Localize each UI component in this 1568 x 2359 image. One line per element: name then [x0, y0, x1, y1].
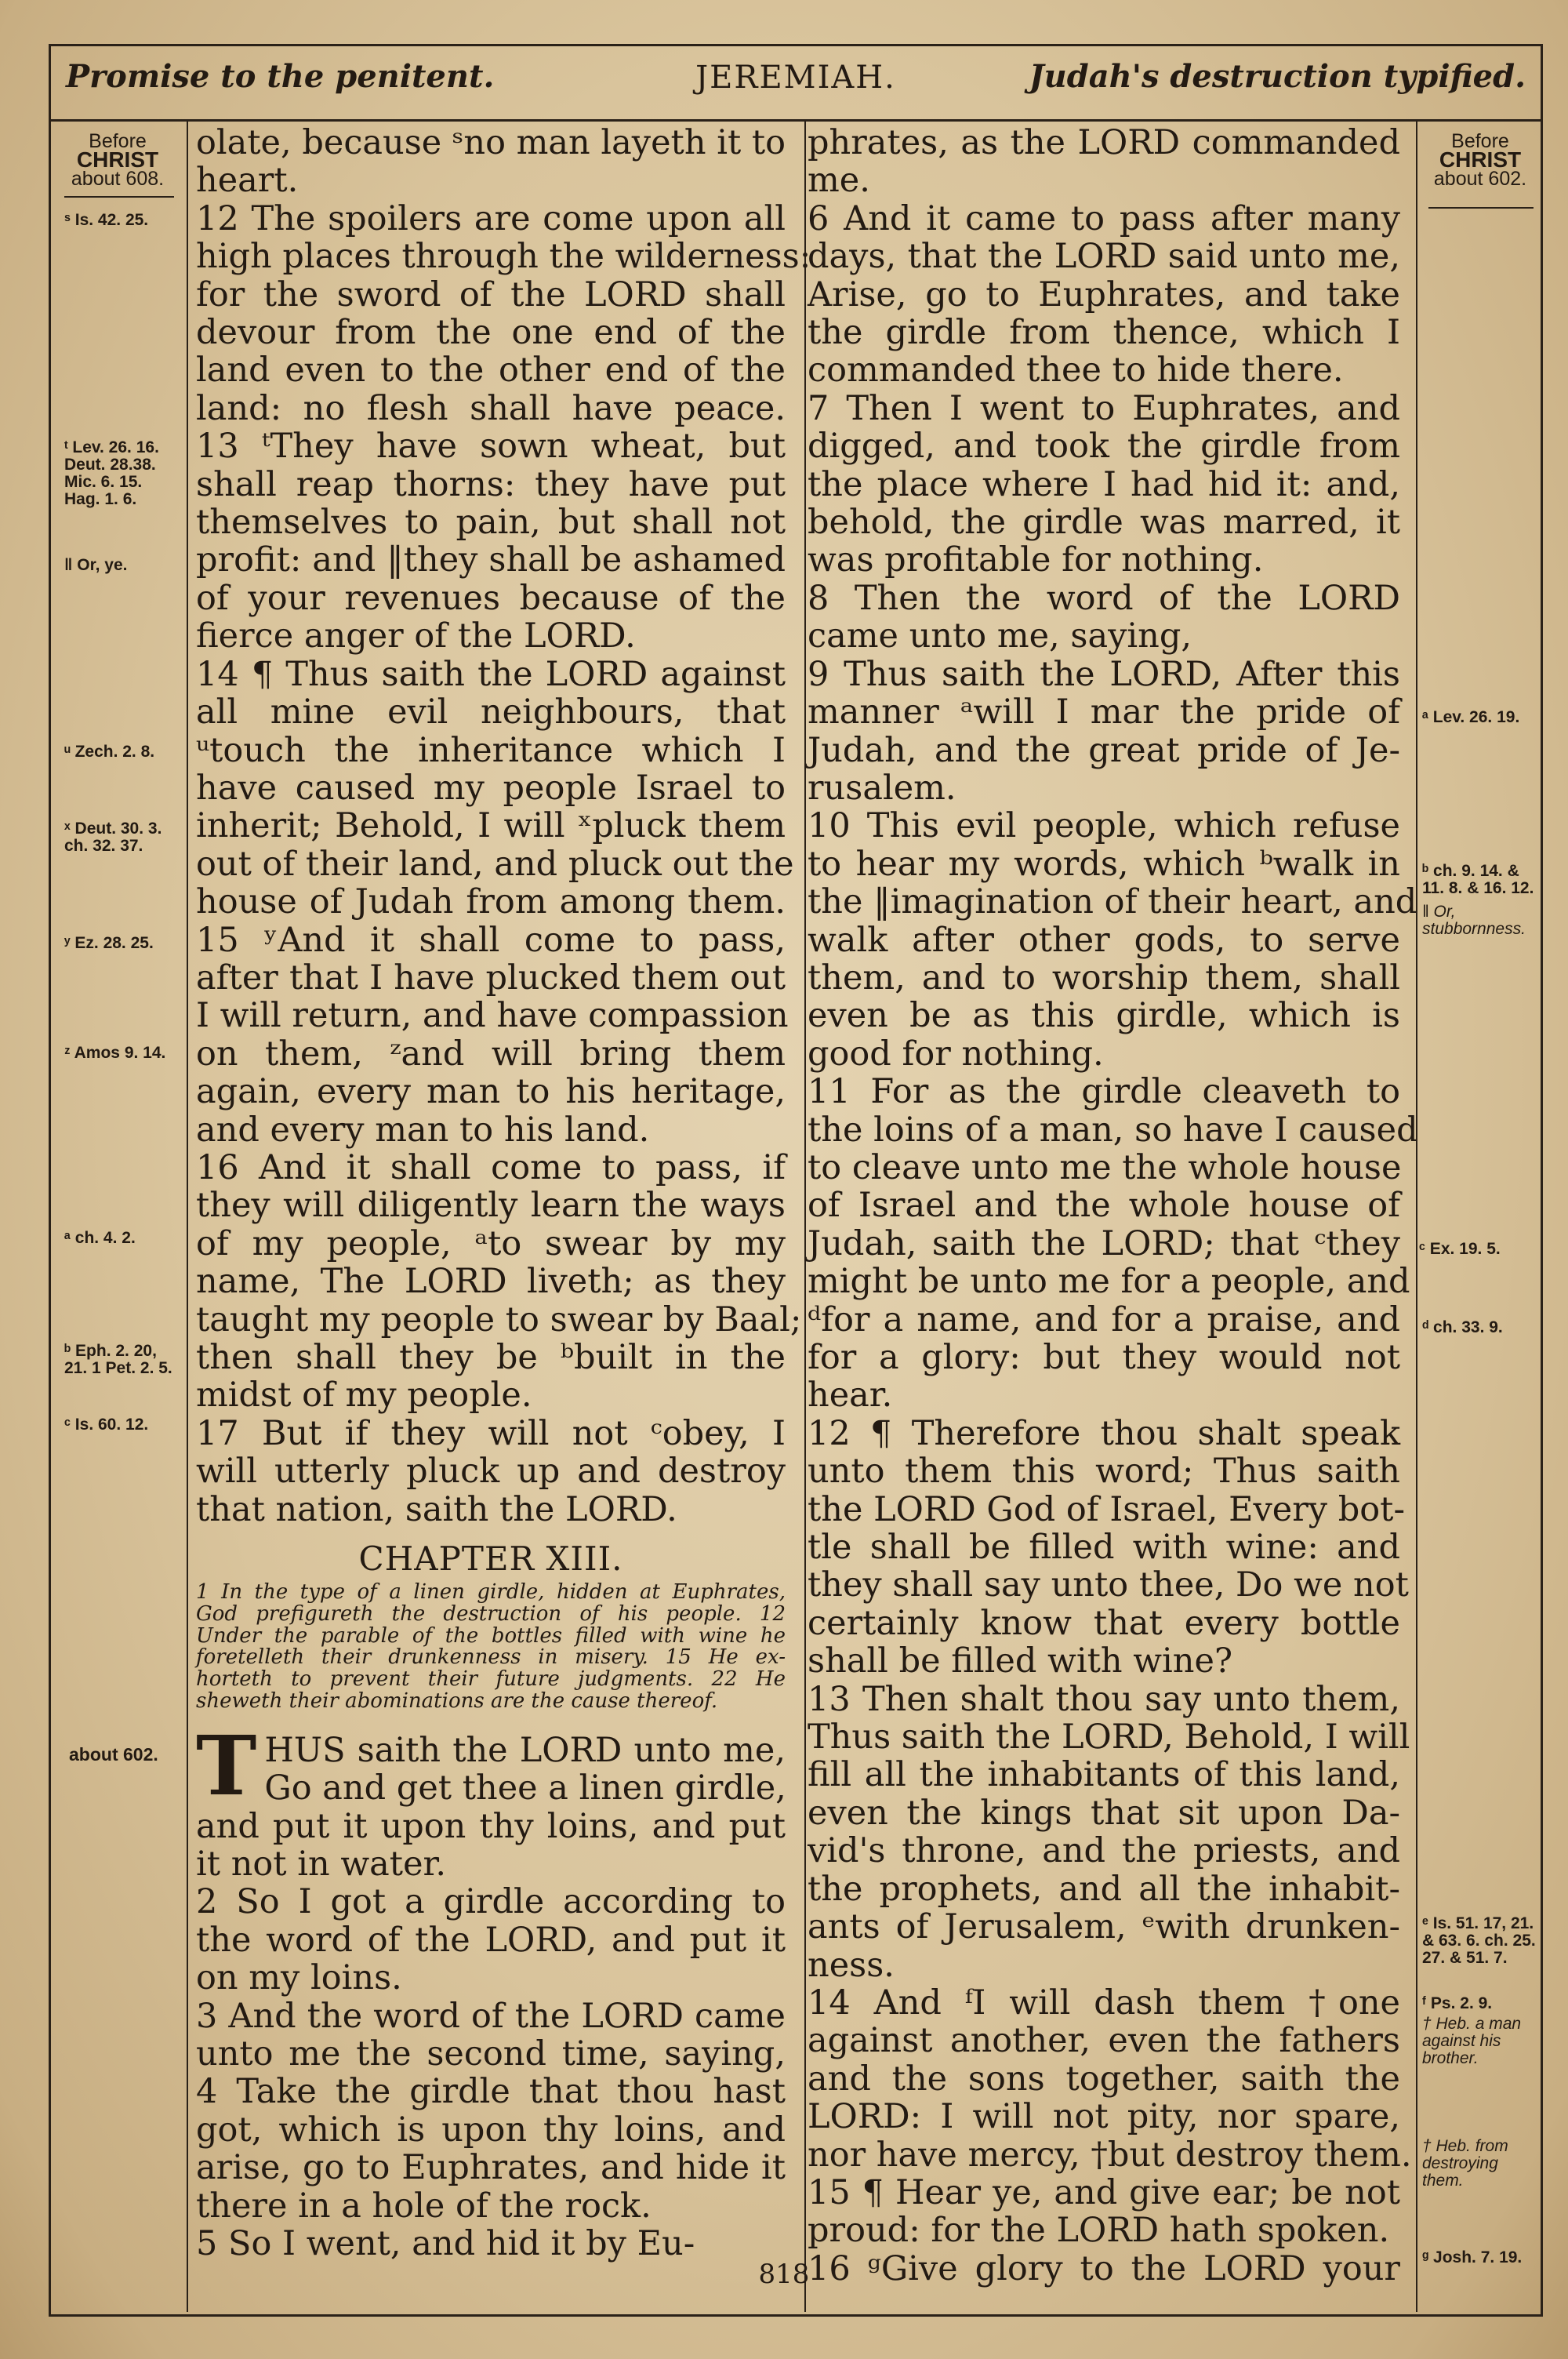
margin-note — [1422, 2016, 1540, 2067]
right-head-christ: CHRIST — [1439, 147, 1522, 172]
text-line: name, The LORD liveth; as they — [196, 1262, 786, 1302]
text-line: the ‖imagination of their heart, and — [808, 882, 1417, 922]
text-line: 15 ¶ Hear ye, and give ear; be not — [808, 2172, 1400, 2212]
drop-cap-lines — [196, 1717, 786, 1814]
margin-note: ˢ Is. 42. 25. — [64, 211, 149, 229]
right-head-before: Before — [1451, 130, 1509, 152]
text-line: ᵈfor a name, and for a praise, and — [808, 1299, 1400, 1339]
margin-date: about 602. — [69, 1744, 158, 1765]
running-header — [49, 44, 1543, 121]
header-left: Promise to the penitent. — [66, 58, 495, 95]
margin-note — [1422, 2138, 1540, 2190]
margin-note: ᶠ Ps. 2. 9. — [1422, 1994, 1493, 2012]
text-line: 10 This evil people, which refuse — [808, 806, 1400, 846]
text-line: olate, because ˢno man layeth it to — [196, 123, 786, 162]
text-line: the word of the LORD, and put it — [196, 1920, 786, 1960]
text-line: after that I have plucked them out — [196, 958, 786, 998]
text-line: Go and get thee a linen girdle, — [264, 1768, 786, 1808]
text-line: sheweth their abominations are the cause thereof. — [196, 1689, 718, 1714]
text-line: Arise, go to Euphrates, and take — [808, 274, 1400, 314]
text-line: 11 For as the girdle cleaveth to — [808, 1072, 1400, 1112]
text-line: against another, even the fathers — [808, 2021, 1400, 2061]
margin-note: ᵍ Josh. 7. 19. — [1422, 2248, 1523, 2266]
margin-note-italic: ‖ Or, stubbornness. — [1422, 903, 1526, 938]
text-line: the place where I had hid it: and, — [808, 464, 1400, 504]
left-head-date: about 608. — [71, 168, 165, 190]
right-text-column — [808, 123, 1418, 2288]
text-line: all mine evil neighbours, that — [196, 692, 786, 732]
text-line: of your revenues because of the — [196, 578, 786, 618]
text-line: again, every man to his heritage, — [196, 1072, 786, 1112]
text-line: 3 And the word of the LORD came — [196, 1996, 786, 2036]
text-line: will utterly pluck up and destroy — [196, 1452, 786, 1492]
margin-note: ᵘ Zech. 2. 8. — [64, 743, 155, 761]
margin-note: ᵃ ch. 4. 2. — [64, 1229, 136, 1247]
text-line: the prophets, and all the inhabit- — [808, 1869, 1400, 1909]
margin-note-italic: † Heb. a man against his brother. — [1422, 2015, 1522, 2067]
text-line: themselves to pain, but shall not — [196, 503, 786, 543]
text-line: nor have mercy, †but destroy them. — [808, 2135, 1412, 2175]
text-line: of Israel and the whole house of — [808, 1186, 1400, 1226]
text-line: and put it upon thy loins, and put — [196, 1806, 786, 1846]
text-line: the loins of a man, so have I caused — [808, 1110, 1418, 1150]
text-line: 16 And it shall come to pass, if — [196, 1147, 786, 1187]
header-right: Judah's destruction typified. — [1029, 58, 1526, 95]
verses-jer-13 — [196, 1808, 786, 2263]
text-line: land: no flesh shall have peace. — [196, 388, 786, 428]
page-number: 818 — [758, 2259, 810, 2290]
verses-jer-13-cont — [808, 123, 1418, 2288]
text-line: days, that the LORD said unto me, — [808, 237, 1400, 277]
text-line: high places through the wilderness: — [196, 237, 811, 277]
text-line: unto them this word; Thus saith — [808, 1452, 1400, 1492]
text-line: 9 Thus saith the LORD, After this — [808, 654, 1400, 694]
text-line: me. — [808, 161, 870, 201]
margin-note: ᵇ Eph. 2. 20, 21. 1 Pet. 2. 5. — [64, 1342, 172, 1377]
text-line: shall be filled with wine? — [808, 1641, 1232, 1681]
text-line: horteth to prevent their future judgments. 22 He — [196, 1667, 786, 1692]
text-line: the girdle from thence, which I — [808, 313, 1400, 353]
text-line: and the sons together, saith the — [808, 2059, 1400, 2099]
margin-note: ˣ Deut. 30. 3. ch. 32. 37. — [64, 820, 162, 855]
text-line: 6 And it came to pass after many — [808, 198, 1400, 238]
text-line: 16 ᵍGive glory to the LORD your — [808, 2248, 1400, 2288]
text-line: 5 So I went, and hid it by Eu- — [196, 2224, 695, 2264]
text-line: 1 In the type of a linen girdle, hidden at Euphrates, — [196, 1580, 786, 1605]
margin-note: ᵃ Lev. 26. 19. — [1422, 708, 1520, 726]
text-line: might be unto me for a people, and — [808, 1262, 1410, 1302]
right-margin-rule — [1416, 121, 1417, 2312]
text-line: there in a hole of the rock. — [196, 2186, 652, 2226]
text-line: good for nothing. — [808, 1034, 1104, 1074]
text-line: commanded thee to hide there. — [808, 351, 1344, 391]
text-line: ᵘtouch the inheritance which I — [196, 730, 786, 770]
right-head-date: about 602. — [1433, 168, 1527, 190]
text-line: fill all the inhabitants of this land, — [808, 1755, 1400, 1795]
text-line: it not in water. — [196, 1845, 447, 1885]
header-rule — [49, 119, 1543, 122]
text-line: on my loins. — [196, 1958, 402, 1998]
verses-jer-12 — [196, 123, 811, 1529]
text-line: have caused my people Israel to — [196, 768, 786, 808]
text-line: for the sword of the LORD shall — [196, 274, 786, 314]
text-line: they shall say unto thee, Do we not — [808, 1565, 1409, 1605]
text-line: midst of my people. — [196, 1376, 532, 1416]
text-line: got, which is upon thy loins, and — [196, 2110, 786, 2150]
text-line: foretelleth their drunkenness in misery. 15 He ex- — [196, 1645, 786, 1670]
margin-note: ᶜ Is. 60. 12. — [64, 1416, 149, 1434]
text-line: 2 So I got a girdle according to — [196, 1882, 786, 1922]
left-text-column — [196, 123, 811, 2264]
text-line: digged, and took the girdle from — [808, 427, 1400, 467]
text-line: was profitable for nothing. — [808, 540, 1264, 580]
text-line: 4 Take the girdle that thou hast — [196, 2072, 786, 2112]
chapter-heading: CHAPTER XIII. — [358, 1539, 623, 1579]
chapter-opening — [196, 1717, 786, 1814]
text-line: devour from the one end of the — [196, 313, 786, 353]
text-line: fierce anger of the LORD. — [196, 616, 636, 656]
text-line: that nation, saith the LORD. — [196, 1489, 677, 1529]
text-line: proud: for the LORD hath spoken. — [808, 2211, 1390, 2251]
margin-note-italic: † Heb. from destroying them. — [1422, 2137, 1508, 2190]
right-margin-heading — [1425, 132, 1535, 188]
text-line: they will diligently learn the ways — [196, 1186, 786, 1226]
text-line: 13 Then shalt thou say unto them, — [808, 1679, 1400, 1719]
text-line: the LORD God of Israel, Every bot- — [808, 1489, 1405, 1529]
margin-note: ᶜ Ex. 19. 5. — [1419, 1240, 1501, 1258]
text-line: profit: and ‖they shall be ashamed — [196, 540, 786, 580]
text-line: 14 And ᶠI will dash them †one — [808, 1983, 1400, 2023]
text-line: and every man to his land. — [196, 1110, 650, 1150]
text-line: 15 ʸAnd it shall come to pass, — [196, 920, 786, 960]
text-line: shall reap thorns: they have put — [196, 464, 786, 504]
margin-note: ʸ Ez. 28. 25. — [64, 934, 154, 952]
left-head-christ: CHRIST — [76, 147, 159, 172]
text-line: LORD: I will not pity, nor spare, — [808, 2097, 1400, 2137]
text-line: hear. — [808, 1376, 893, 1416]
text-line: of my people, ᵃto swear by my — [196, 1223, 786, 1263]
margin-note — [1422, 903, 1540, 938]
column-divider — [804, 121, 806, 2312]
text-line: them, and to worship them, shall — [808, 958, 1400, 998]
text-line: came unto me, saying, — [808, 616, 1192, 656]
drop-cap: T — [196, 1717, 257, 1814]
text-line: 17 But if they will not ᶜobey, I — [196, 1413, 786, 1453]
margin-note: ᵉ Is. 51. 17, 21. & 63. 6. ch. 25. 27. & 51. 7. — [1422, 1914, 1536, 1967]
left-margin-rule — [187, 121, 188, 2312]
text-line: inherit; Behold, I will ˣpluck them — [196, 806, 786, 846]
margin-note: ᵇ ch. 9. 14. & 11. 8. & 16. 12. — [1422, 862, 1534, 897]
text-line: manner ᵃwill I mar the pride of — [808, 692, 1400, 732]
text-line: Judah, and the great pride of Je- — [808, 730, 1400, 770]
text-line: ants of Jerusalem, ᵉwith drunken- — [808, 1907, 1400, 1947]
text-line: even be as this girdle, which is — [808, 996, 1400, 1036]
margin-note: ᵈ ch. 33. 9. — [1422, 1318, 1503, 1336]
text-line: to cleave unto me the whole house — [808, 1147, 1402, 1187]
text-line: HUS saith the LORD unto me, — [264, 1730, 786, 1770]
text-line: Judah, saith the LORD; that ᶜthey — [808, 1223, 1400, 1263]
margin-note: ᵗ Lev. 26. 16. Deut. 28.38. Mic. 6. 15. Hag. 1. 6. — [64, 438, 159, 508]
text-line: 7 Then I went to Euphrates, and — [808, 388, 1400, 428]
margin-note: ᶻ Amos 9. 14. — [64, 1044, 166, 1062]
text-line: I will return, and have compassion — [196, 996, 789, 1036]
text-line: Under the parable of the bottles filled with wine he — [196, 1623, 786, 1648]
chapter-summary — [196, 1582, 786, 1713]
text-line: house of Judah from among them. — [196, 882, 786, 922]
text-line: 12 The spoilers are come upon all — [196, 198, 786, 238]
text-line: land even to the other end of the — [196, 351, 786, 391]
text-line: 12 ¶ Therefore thou shalt speak — [808, 1413, 1400, 1453]
text-line: 14 ¶ Thus saith the LORD against — [196, 654, 786, 694]
text-line: heart. — [196, 161, 299, 201]
text-line: Thus saith the LORD, Behold, I will — [808, 1717, 1410, 1757]
left-margin-heading — [55, 132, 180, 188]
header-book-title: JEREMIAH. — [695, 60, 896, 96]
text-line: taught my people to swear by Baal; — [196, 1299, 802, 1339]
text-line: walk after other gods, to serve — [808, 920, 1400, 960]
text-line: phrates, as the LORD commanded — [808, 123, 1400, 162]
text-line: God prefigureth the destruction of his people. 12 — [196, 1601, 786, 1626]
text-line: vid's throne, and the priests, and — [808, 1831, 1400, 1871]
text-line: for a glory: but they would not — [808, 1338, 1400, 1377]
text-line: 8 Then the word of the LORD — [808, 578, 1400, 618]
left-head-rule — [64, 196, 174, 198]
text-line: arise, go to Euphrates, and hide it — [196, 2148, 786, 2188]
left-head-before: Before — [89, 130, 147, 152]
text-line: even the kings that sit upon Da- — [808, 1793, 1400, 1833]
text-line: certainly know that every bottle — [808, 1603, 1400, 1643]
text-line: behold, the girdle was marred, it — [808, 503, 1400, 543]
text-line: ness. — [808, 1945, 895, 1985]
text-line: rusalem. — [808, 768, 956, 808]
text-line: to hear my words, which ᵇwalk in — [808, 844, 1400, 884]
text-line: then shall they be ᵇbuilt in the — [196, 1338, 786, 1377]
text-line: 13 ᵗThey have sown wheat, but — [196, 427, 786, 467]
right-head-rule — [1428, 207, 1534, 209]
text-line: out of their land, and pluck out the — [196, 844, 794, 884]
text-line: on them, ᶻand will bring them — [196, 1034, 786, 1074]
text-line: tle shall be filled with wine: and — [808, 1528, 1400, 1568]
margin-note: ‖ Or, ye. — [64, 556, 128, 574]
text-line: unto me the second time, saying, — [196, 2034, 786, 2074]
